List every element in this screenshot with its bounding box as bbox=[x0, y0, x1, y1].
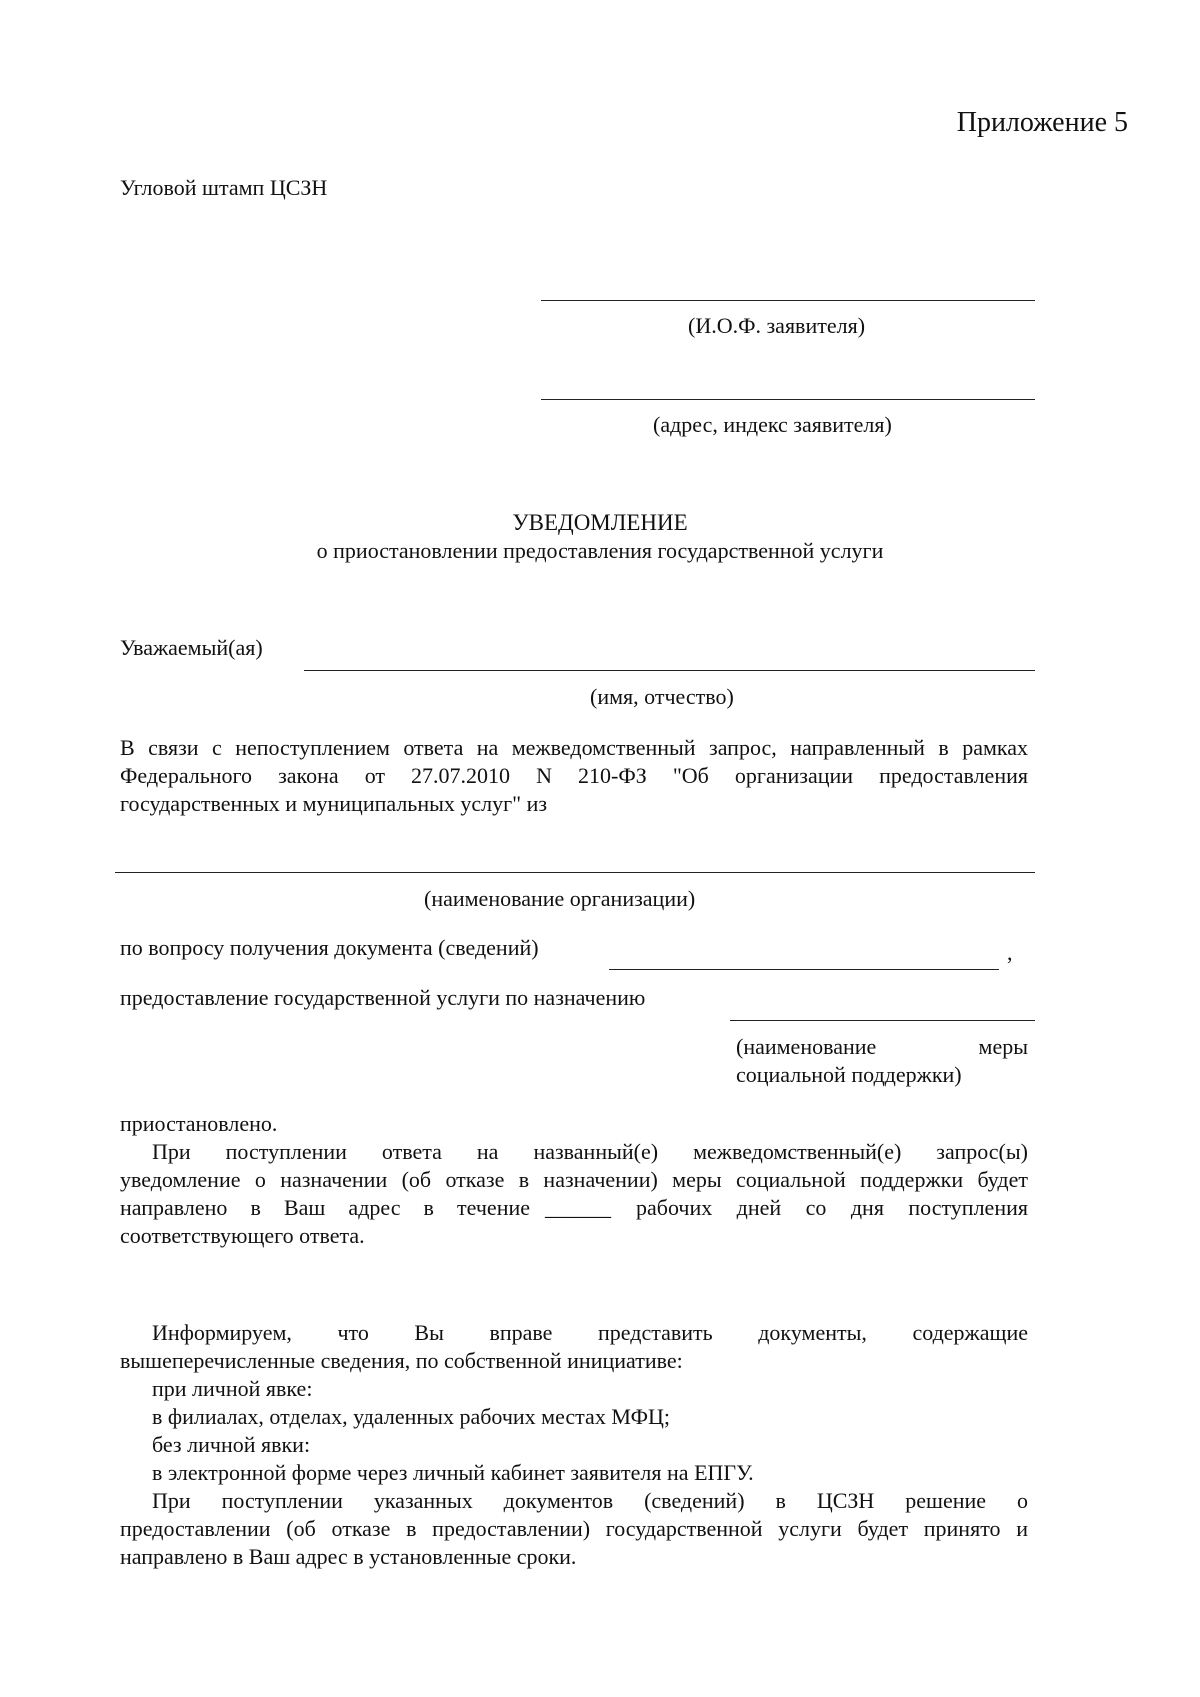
organization-caption: (наименование организации) bbox=[424, 886, 696, 911]
greeting-label: Уважаемый(ая) bbox=[120, 635, 263, 660]
notice-subtitle: о приостановлении предоставления государственной услуги bbox=[316, 538, 884, 563]
greeting-caption: (имя, отчество) bbox=[590, 684, 734, 709]
para3-line-1: При поступлении указанных документов (сведений) в ЦСЗН решение о bbox=[152, 1488, 1028, 1513]
organization-line bbox=[115, 872, 1035, 873]
para1-line-1: При поступлении ответа на названный(е) межведомственный(е) запрос(ы) bbox=[152, 1139, 1028, 1164]
applicant-address-line bbox=[541, 399, 1035, 400]
applicant-name-caption: (И.О.Ф. заявителя) bbox=[688, 313, 866, 338]
corner-stamp-label: Угловой штамп ЦСЗН bbox=[120, 175, 328, 200]
applicant-name-line bbox=[541, 300, 1035, 301]
para2-item-1: при личной явке: bbox=[152, 1376, 313, 1401]
para3-line-2: предоставлении (об отказе в предоставлении) государственной услуги будет принято и bbox=[120, 1516, 1028, 1541]
document-question-label: по вопросу получения документа (сведений) bbox=[120, 935, 539, 960]
document-question-line bbox=[609, 969, 999, 970]
suspended-text: приостановлено. bbox=[120, 1111, 278, 1136]
intro-line-1: В связи с непоступлением ответа на межведомственный запрос, направленный в рамках bbox=[120, 735, 1028, 760]
period-days-blank: ______ bbox=[545, 1195, 611, 1220]
appendix-label: Приложение 5 bbox=[956, 107, 1128, 138]
para2-item-4: в электронной форме через личный кабинет заявителя на ЕПГУ. bbox=[152, 1460, 754, 1485]
greeting-name-line bbox=[304, 670, 1035, 671]
para1-line-4: соответствующего ответа. bbox=[120, 1223, 365, 1248]
document-question-comma: , bbox=[1007, 940, 1013, 965]
intro-line-2: Федерального закона от 27.07.2010 N 210-ФЗ "Об организации предоставления bbox=[120, 763, 1028, 788]
para1-line-2: уведомление о назначении (об отказе в назначении) меры социальной поддержки будет bbox=[120, 1167, 1028, 1192]
para1-line-3-part-c: рабочих дней со дня поступления bbox=[636, 1195, 1028, 1220]
intro-line-3: государственных и муниципальных услуг" из bbox=[120, 791, 548, 816]
para3-line-3: направлено в Ваш адрес в установленные сроки. bbox=[120, 1544, 577, 1569]
measure-caption-line-1: (наименование меры bbox=[736, 1034, 1028, 1059]
para2-item-2: в филиалах, отделах, удаленных рабочих местах МФЦ; bbox=[152, 1404, 670, 1429]
applicant-address-caption: (адрес, индекс заявителя) bbox=[653, 412, 892, 437]
para2-item-3: без личной явки: bbox=[152, 1432, 311, 1457]
notice-title: УВЕДОМЛЕНИЕ bbox=[512, 510, 688, 535]
measure-line bbox=[730, 1020, 1035, 1021]
para1-line-3-part-a: направлено в Ваш адрес в течение bbox=[120, 1195, 530, 1220]
para2-line-2: вышеперечисленные сведения, по собственной инициативе: bbox=[120, 1348, 683, 1373]
para2-line-1: Информируем, что Вы вправе представить документы, содержащие bbox=[152, 1320, 1028, 1345]
measure-caption-line-2: социальной поддержки) bbox=[736, 1062, 962, 1087]
service-assignment-label: предоставление государственной услуги по назначению bbox=[120, 985, 646, 1010]
